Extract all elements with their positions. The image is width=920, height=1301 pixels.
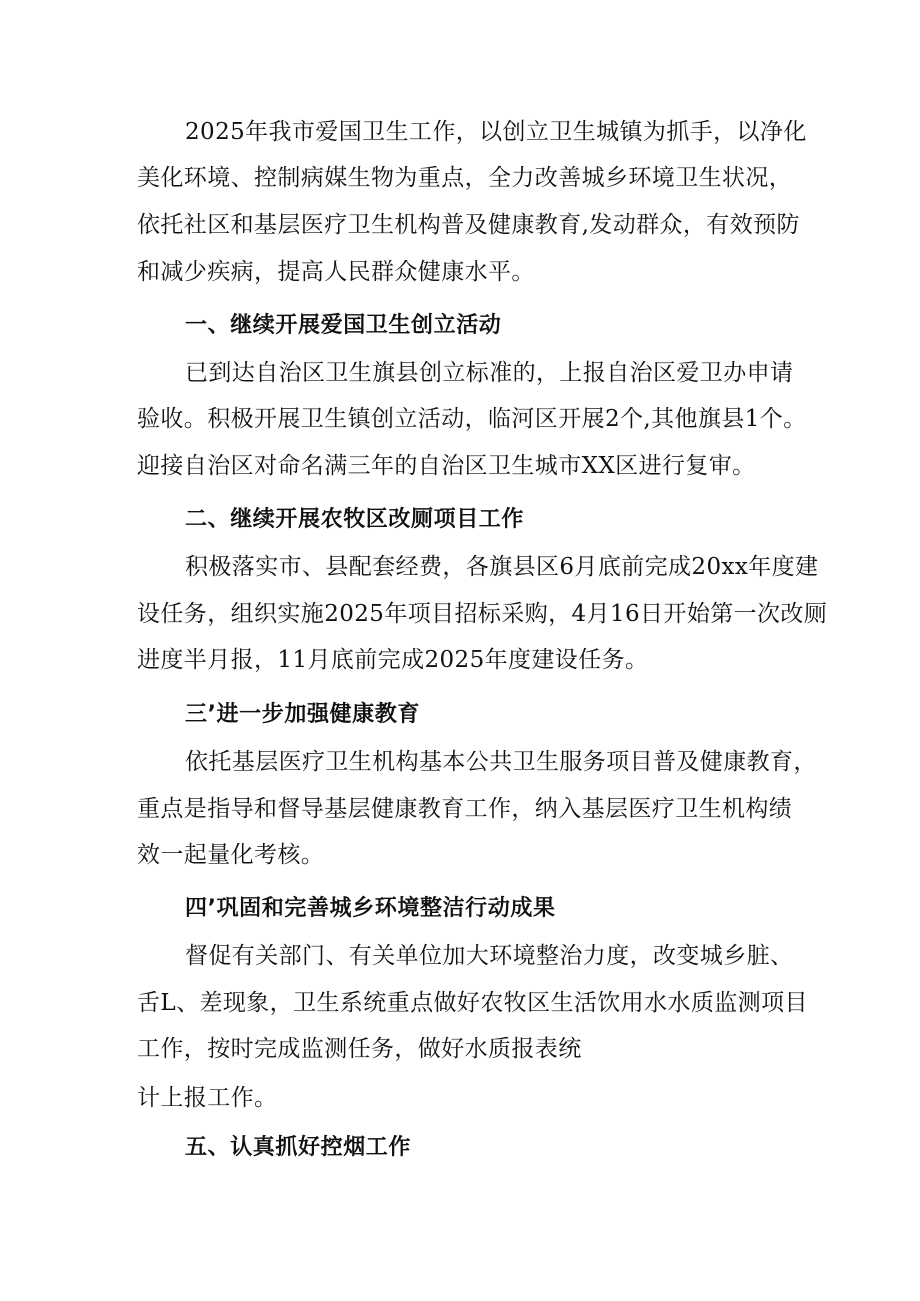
section-heading: 三’进一步加强健康教育: [185, 702, 420, 727]
paragraph-line: 工作，按时完成监测任务，做好水质报表统: [137, 1036, 582, 1062]
section-heading: 四’巩固和完善城乡环境整洁行动成果: [185, 896, 556, 921]
paragraph-line: 进度半月报，11月底前完成2025年度建设任务。: [137, 647, 649, 673]
section-heading: 五、认真抓好控烟工作: [185, 1135, 412, 1160]
paragraph-line: 计上报工作。: [137, 1085, 278, 1111]
paragraph-line: 效一起量化考核。: [137, 842, 325, 868]
section-heading: 二、继续开展农牧区改厕项目工作: [185, 507, 525, 532]
paragraph-line: 舌L、差现象，卫生系统重点做好农牧区生活饮用水水质监测项目: [137, 990, 808, 1016]
paragraph-line: 验收。积极开展卫生镇创立活动，临河区开展2个,其他旗县1个。: [137, 406, 807, 432]
paragraph-line: 迎接自治区对命名满三年的自治区卫生城市XX区进行复审。: [137, 453, 756, 479]
paragraph-line: 设任务，组织实施2025年项目招标采购，4月16日开始第一次改厕: [137, 601, 828, 627]
paragraph-line: 重点是指导和督导基层健康教育工作，纳入基层医疗卫生机构绩: [137, 796, 793, 822]
paragraph-line: 2025年我市爱国卫生工作，以创立卫生城镇为抓手，以净化: [185, 119, 807, 145]
paragraph-line: 依托社区和基层医疗卫生机构普及健康教育,发动群众，有效预防: [137, 212, 800, 238]
paragraph-line: 督促有关部门、有关单位加大环境整治力度，改变城乡脏、: [185, 943, 794, 969]
paragraph-line: 和减少疾病，提高人民群众健康水平。: [137, 259, 535, 285]
paragraph-line: 积极落实市、县配套经费，各旗县区6月底前完成20xx年度建: [185, 554, 819, 580]
paragraph-line: 依托基层医疗卫生机构基本公共卫生服务项目普及健康教育，: [185, 749, 817, 775]
paragraph-line: 美化环境、控制病媒生物为重点，全力改善城乡环境卫生状况，: [137, 165, 793, 191]
paragraph-line: 已到达自治区卫生旗县创立标准的，上报自治区爱卫办申请: [185, 360, 794, 386]
section-heading: 一、继续开展爱国卫生创立活动: [185, 313, 502, 338]
